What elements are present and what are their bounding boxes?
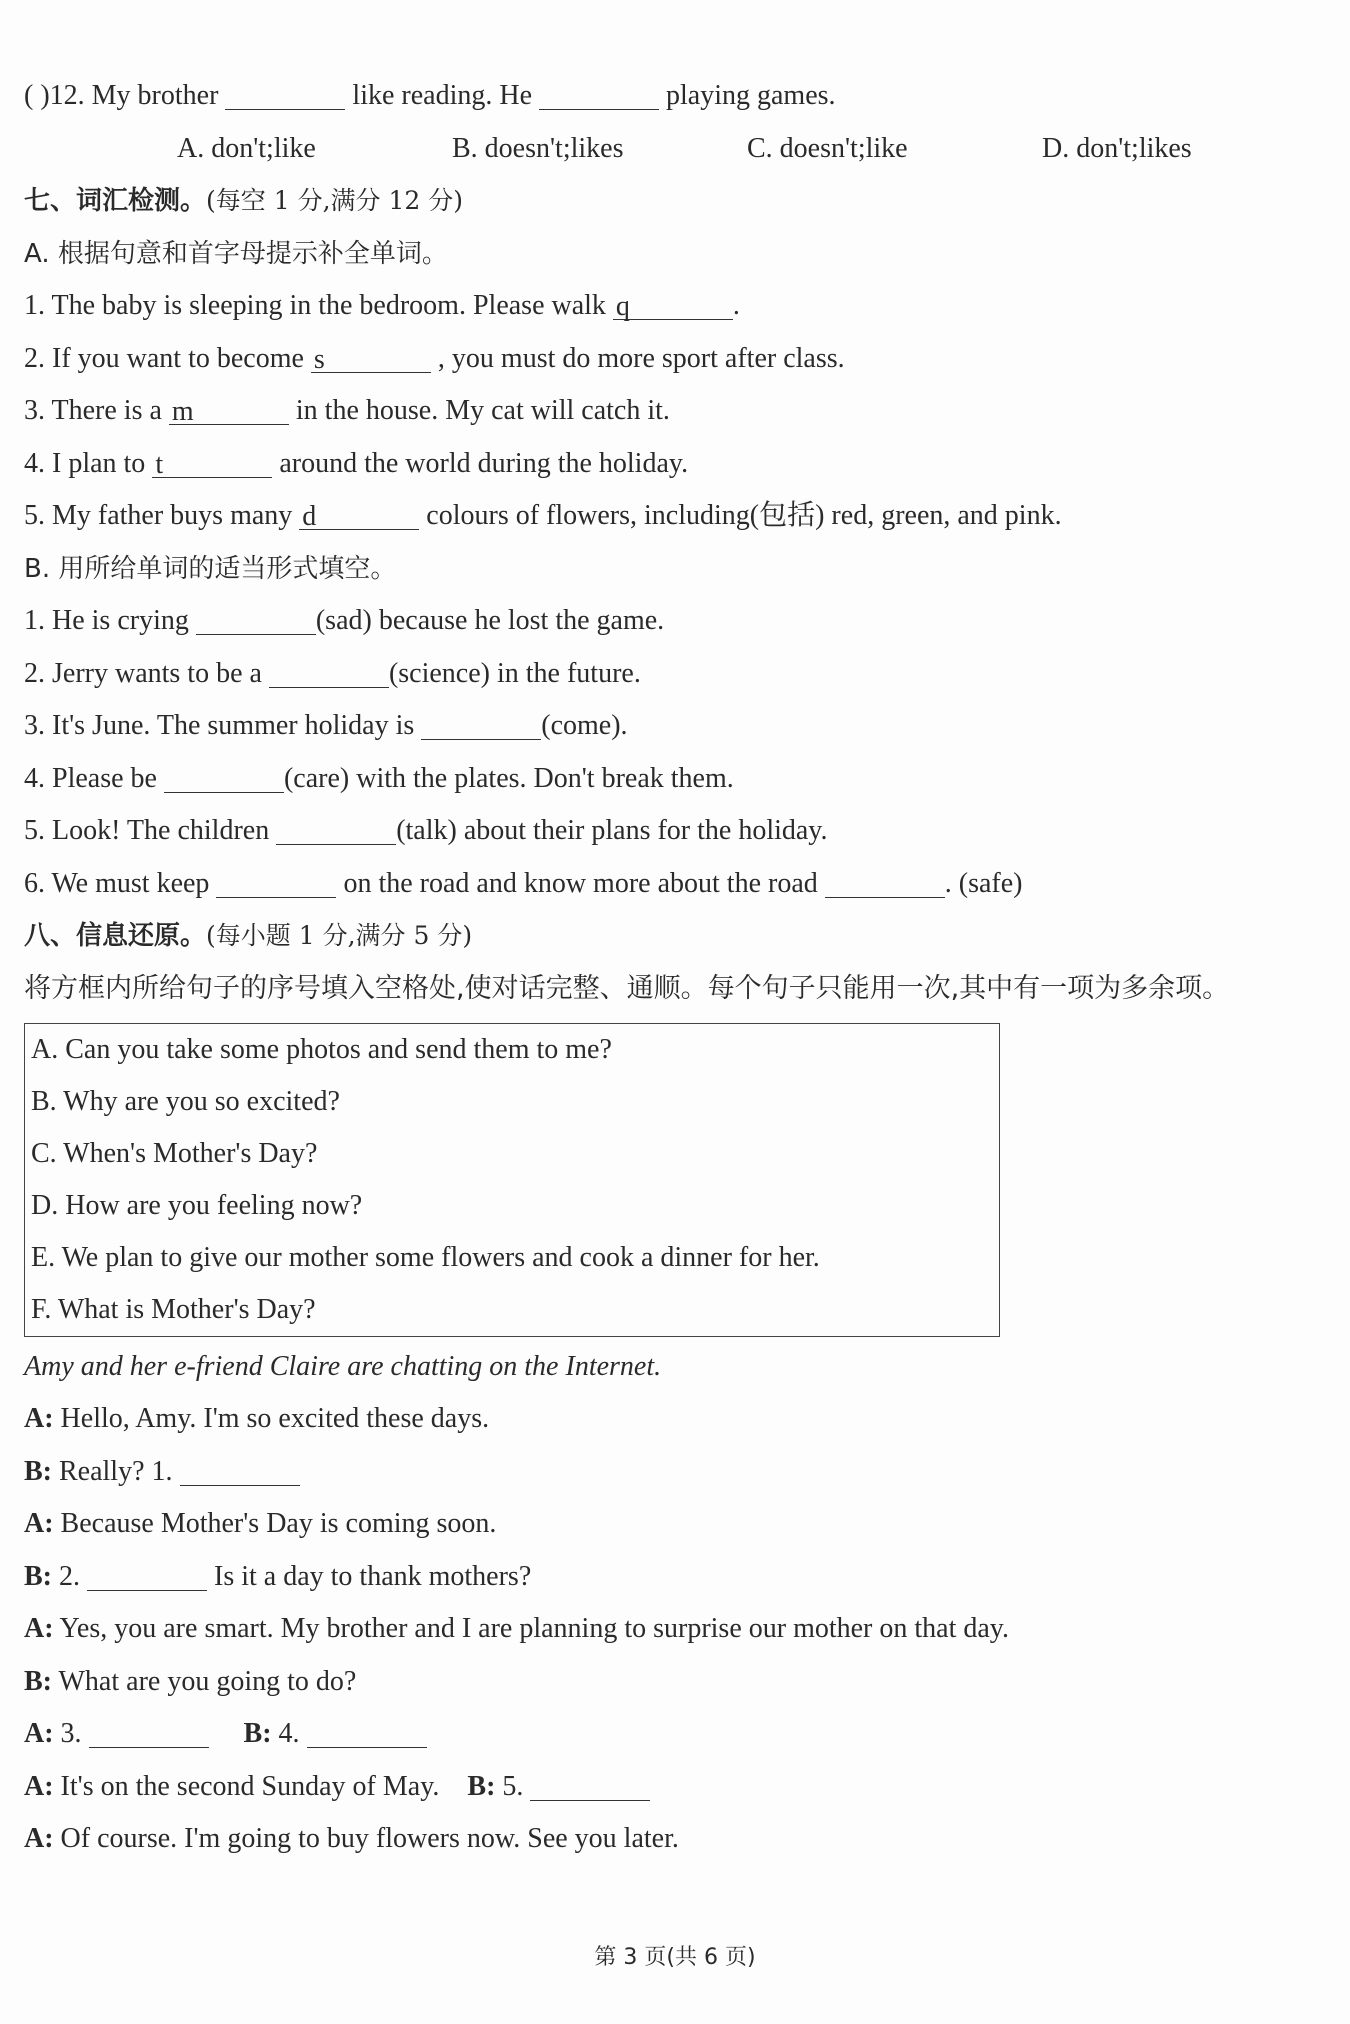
item-number: 2. — [24, 657, 45, 689]
dialogue-line — [24, 1813, 1320, 1866]
item-number: 4. — [24, 447, 45, 479]
option-sentence-c: C. When's Mother's Day? — [31, 1137, 318, 1169]
dialogue-text: Of course. I'm going to buy flowers now. See you later. — [60, 1823, 679, 1854]
speaker-label: A: — [24, 1823, 54, 1854]
word-form-item — [24, 595, 1320, 648]
q12-text-1: My brother — [91, 80, 219, 111]
dialogue-text: Yes, you are smart. My brother and I are planning to surprise our mother on that day. — [59, 1613, 1009, 1644]
item-text: (science) in the future. — [388, 657, 641, 689]
initial-letter-hint: d — [302, 501, 317, 532]
dialogue-text: It's on the second Sunday of May. — [60, 1770, 440, 1802]
dialogue-line — [24, 1656, 1320, 1709]
dialogue-text: 2. — [59, 1560, 80, 1592]
word-form-item — [24, 858, 1320, 911]
dialogue-text: Is it a day to thank mothers? — [214, 1560, 532, 1592]
initial-letter-hint: q — [615, 291, 630, 322]
word-form-item — [24, 805, 1320, 858]
word-form-item — [24, 648, 1320, 701]
section-title: 七、词汇检测。 — [24, 186, 207, 216]
option-sentence-f: F. What is Mother's Day? — [31, 1293, 316, 1325]
question-12 — [24, 70, 1320, 123]
item-text: . (safe) — [944, 867, 1023, 899]
section-score-note: (每小题 1 分,满分 5 分) — [206, 921, 473, 950]
speaker-label: B: — [243, 1718, 272, 1749]
answer-blank[interactable] — [421, 707, 541, 740]
answer-blank[interactable] — [276, 812, 396, 845]
item-number: 3. — [24, 710, 45, 741]
answer-blank[interactable] — [299, 497, 419, 530]
section-7-heading — [24, 175, 1320, 228]
item-text: (come). — [541, 710, 628, 741]
answer-blank[interactable] — [89, 1715, 209, 1748]
dialogue-intro: Amy and her e-friend Claire are chatting on the Internet. — [24, 1350, 662, 1382]
dialogue-text: Really? 1. — [59, 1455, 173, 1487]
dialogue-text: What are you going to do? — [58, 1665, 357, 1697]
dialogue-text: 3. — [60, 1718, 82, 1749]
dialogue-line — [24, 1603, 1320, 1656]
answer-blank[interactable] — [152, 445, 272, 478]
option-sentence-b: B. Why are you so excited? — [31, 1085, 340, 1117]
dialogue-line — [24, 1708, 1320, 1761]
initial-letter-hint: m — [171, 396, 194, 427]
answer-blank[interactable] — [216, 865, 336, 898]
answer-blank[interactable] — [225, 77, 345, 110]
speaker-label: B: — [24, 1665, 52, 1697]
word-form-item — [24, 753, 1320, 806]
vocab-item — [24, 490, 1320, 543]
speaker-label: A: — [24, 1613, 54, 1644]
option-b[interactable]: B. doesn't;likes — [452, 132, 624, 164]
item-number: 2. — [24, 342, 45, 374]
vocab-item — [24, 280, 1320, 333]
option-sentence-d: D. How are you feeling now? — [31, 1189, 363, 1221]
item-number: 6. — [24, 867, 45, 899]
answer-blank[interactable] — [307, 1715, 427, 1748]
item-text: I plan to — [52, 447, 146, 479]
word-form-item — [24, 700, 1320, 753]
item-text: My father buys many — [52, 500, 293, 531]
item-text: (care) with the plates. Don't break them. — [283, 762, 734, 794]
option-d[interactable]: D. don't;likes — [1042, 132, 1192, 164]
dialogue-line — [24, 1393, 1320, 1446]
dialogue-line — [24, 1551, 1320, 1604]
item-text: on the road and know more about the road — [343, 867, 818, 899]
speaker-label: B: — [24, 1560, 52, 1592]
option-a[interactable]: A. don't;like — [177, 132, 316, 164]
item-text: Jerry wants to be a — [52, 657, 262, 689]
page-number-footer: 第 3 页(共 6 页) — [594, 1945, 756, 1970]
q12-text-2: like reading. He — [352, 80, 533, 111]
speaker-label: B: — [467, 1770, 496, 1802]
q12-text-3: playing games. — [666, 80, 836, 111]
answer-blank[interactable] — [613, 287, 733, 320]
dialogue-line — [24, 1498, 1320, 1551]
dialogue-text: Hello, Amy. I'm so excited these days. — [60, 1403, 490, 1434]
initial-letter-hint: t — [155, 448, 164, 480]
vocab-item — [24, 438, 1320, 491]
item-text: , you must do more sport after class. — [437, 342, 845, 374]
q12-paren: ( )12. — [24, 80, 85, 111]
item-text: There is a — [51, 395, 162, 426]
item-number: 5. — [24, 815, 45, 846]
q12-options — [24, 123, 1320, 176]
option-sentence-e: E. We plan to give our mother some flowers and cook a dinner for her. — [31, 1241, 820, 1273]
answer-blank[interactable] — [164, 760, 284, 793]
item-text: Look! The children — [52, 815, 270, 846]
initial-letter-hint: s — [313, 343, 325, 375]
section-8-instruction: 将方框内所给句子的序号填入空格处,使对话完整、通顺。每个句子只能用一次,其中有一项为多余项。 — [24, 972, 1230, 1004]
dialogue-text: Because Mother's Day is coming soon. — [60, 1508, 497, 1539]
vocab-item — [24, 385, 1320, 438]
section-8-heading — [24, 910, 1320, 963]
item-text: . — [732, 290, 740, 321]
answer-blank[interactable] — [311, 340, 431, 373]
answer-blank[interactable] — [825, 865, 945, 898]
item-number: 5. — [24, 500, 45, 531]
answer-blank[interactable] — [530, 1768, 650, 1801]
speaker-label: A: — [24, 1770, 54, 1802]
item-number: 3. — [24, 395, 45, 426]
part-a-instruction: A. 根据句意和首字母提示补全单词。 — [24, 238, 448, 269]
dialogue-text: 4. — [278, 1718, 300, 1749]
item-text: around the world during the holiday. — [279, 447, 689, 479]
item-number: 1. — [24, 605, 45, 636]
speaker-label: A: — [24, 1403, 54, 1434]
item-text: The baby is sleeping in the bedroom. Please walk — [51, 290, 606, 321]
speaker-label: A: — [24, 1718, 54, 1749]
answer-blank[interactable] — [539, 77, 659, 110]
option-c[interactable]: C. doesn't;like — [747, 132, 908, 164]
item-text: in the house. My cat will catch it. — [295, 395, 670, 426]
answer-blank[interactable] — [87, 1558, 207, 1591]
speaker-label: A: — [24, 1508, 54, 1539]
dialogue-line — [24, 1761, 1320, 1814]
answer-blank[interactable] — [269, 655, 389, 688]
item-number: 1. — [24, 290, 45, 321]
dialogue-text: 5. — [502, 1770, 524, 1802]
dialogue-line — [24, 1446, 1320, 1499]
vocab-item — [24, 333, 1320, 386]
section-score-note: (每空 1 分,满分 12 分) — [206, 186, 463, 215]
item-number: 4. — [24, 762, 45, 794]
section-title: 八、信息还原。 — [24, 921, 207, 951]
item-text: It's June. The summer holiday is — [52, 710, 415, 741]
part-b-instruction: B. 用所给单词的适当形式填空。 — [24, 553, 397, 584]
speaker-label: B: — [24, 1455, 52, 1487]
answer-blank[interactable] — [196, 602, 316, 635]
item-text: (talk) about their plans for the holiday. — [396, 815, 828, 846]
item-text: (sad) because he lost the game. — [315, 605, 665, 636]
item-text: We must keep — [51, 867, 210, 899]
item-text: He is crying — [52, 605, 189, 636]
item-text: Please be — [52, 762, 157, 794]
answer-blank[interactable] — [180, 1453, 300, 1486]
item-text: colours of flowers, including(包括) red, green, and pink. — [426, 500, 1062, 531]
option-sentence-a: A. Can you take some photos and send them to me? — [31, 1033, 612, 1065]
answer-blank[interactable] — [169, 392, 289, 425]
options-box — [24, 1023, 1000, 1337]
item-text: If you want to become — [52, 342, 304, 374]
